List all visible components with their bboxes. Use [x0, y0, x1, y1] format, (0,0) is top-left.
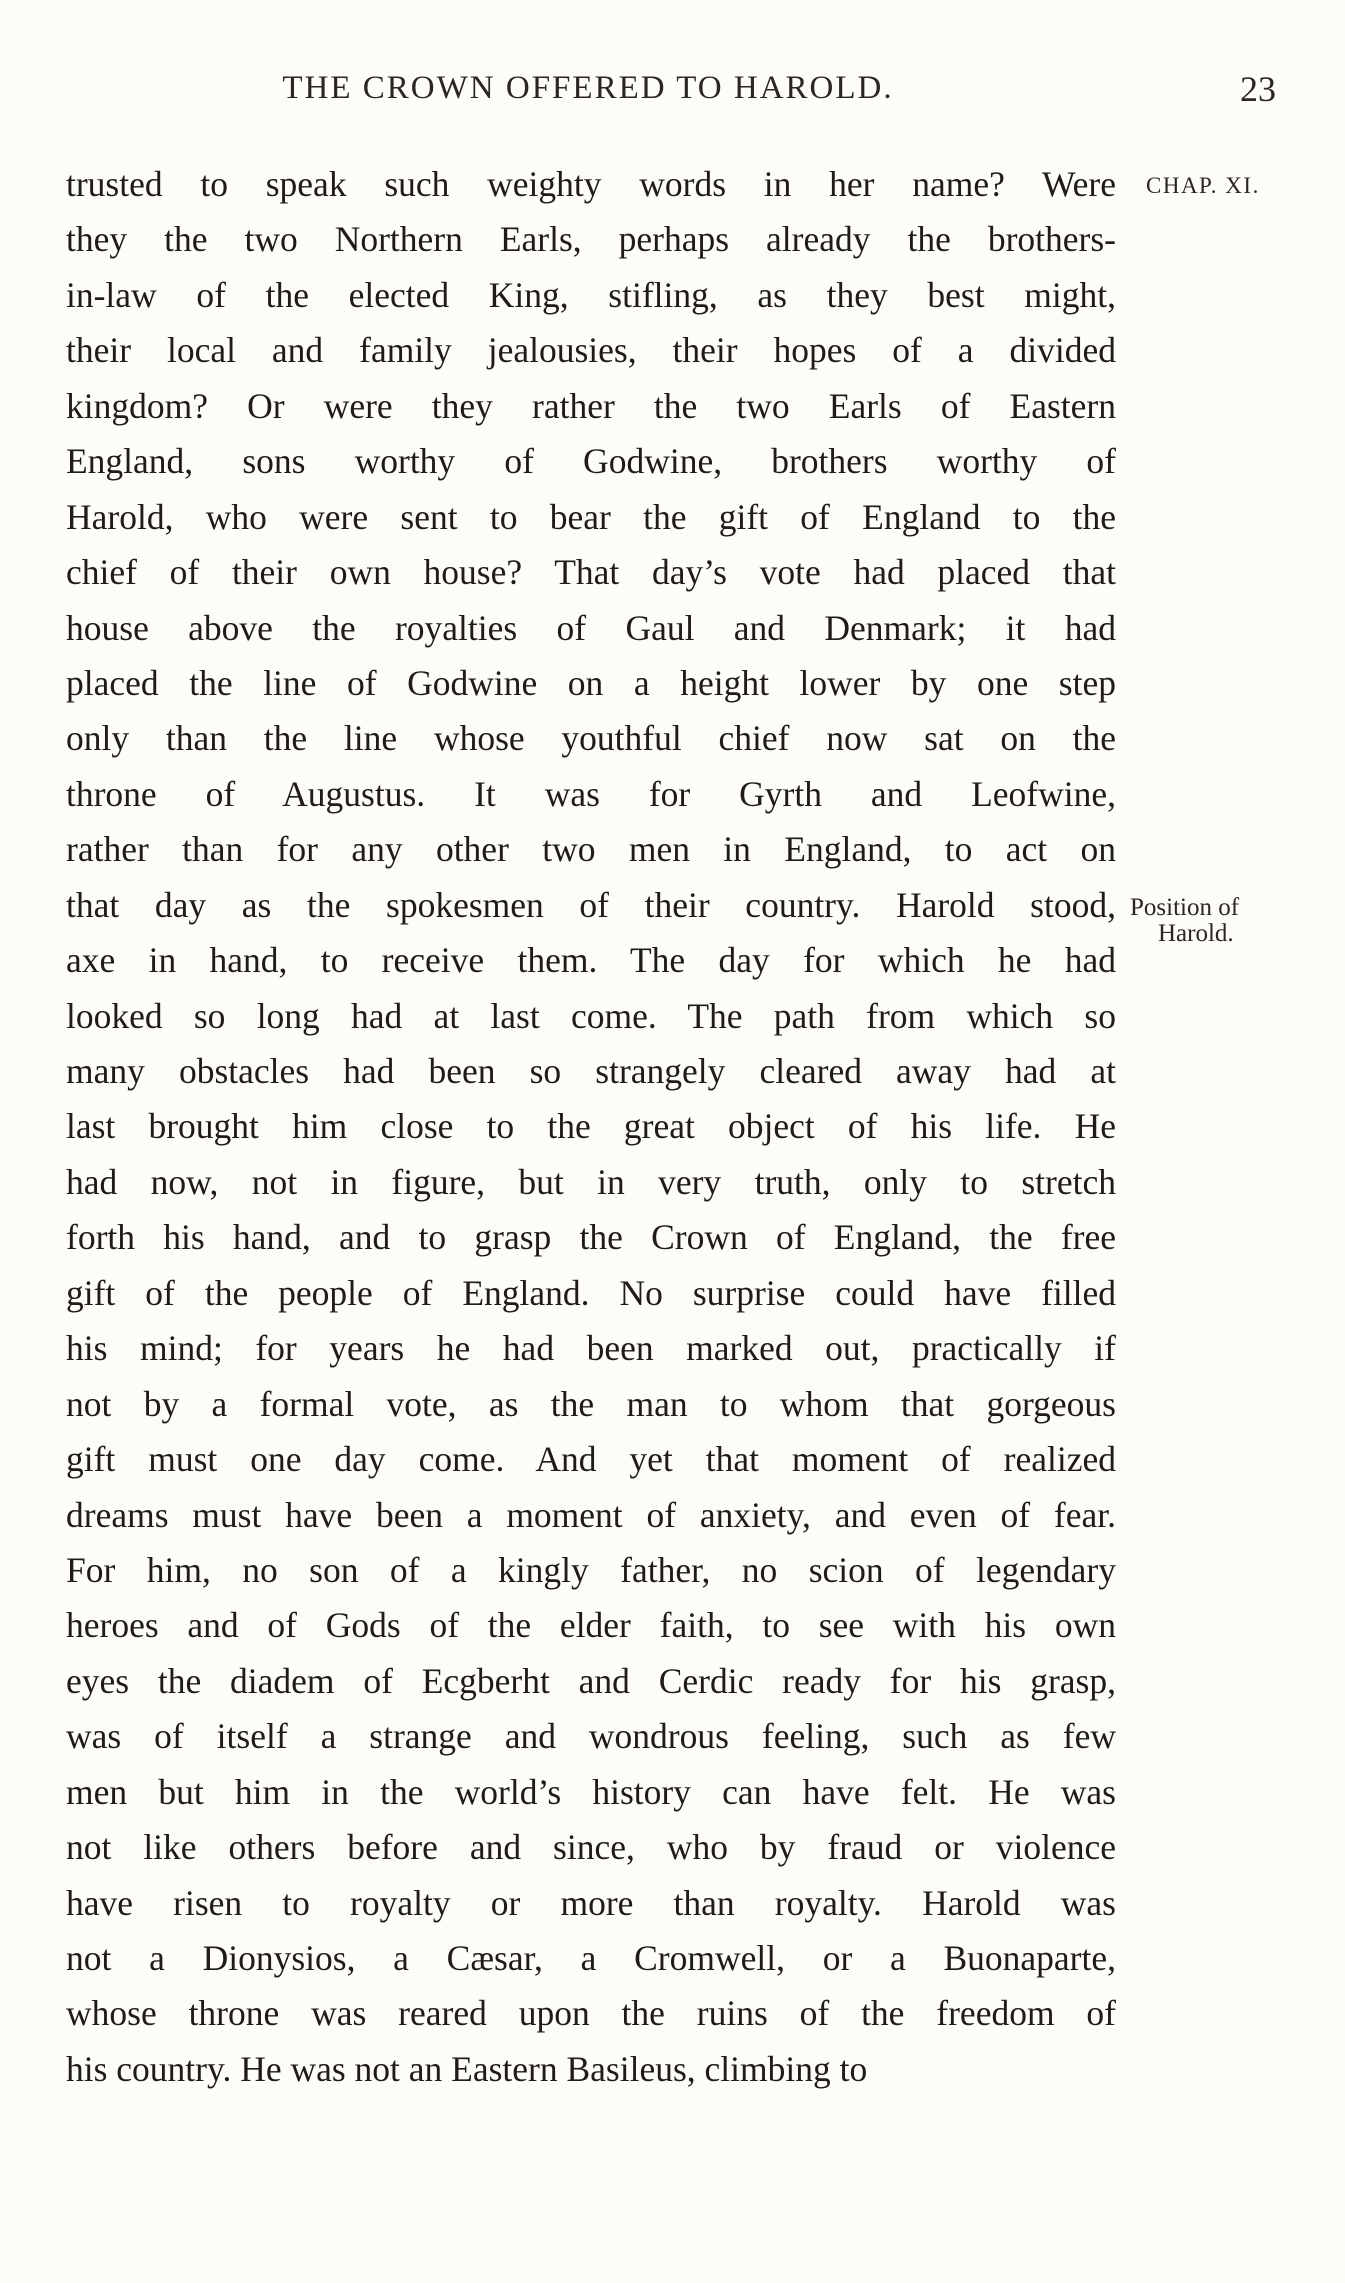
text-line: rather than for any other two men in England, to act on — [66, 829, 1116, 870]
chapter-marker: CHAP. XI. — [1146, 173, 1260, 198]
text-line: placed the line of Godwine on a height lower by one step — [66, 662, 1116, 703]
page-number: 23 — [1240, 69, 1276, 109]
text-line: his mind; for years he had been marked out, practically if — [66, 1328, 1116, 1369]
text-line: many obstacles had been so strangely cleared away had at — [66, 1051, 1116, 1091]
text-line: men but him in the world’s history can have felt. He was — [66, 1771, 1116, 1812]
text-line: was of itself a strange and wondrous feeling, such as few — [66, 1716, 1116, 1757]
text-line: gift of the people of England. No surprise could have filled — [66, 1272, 1116, 1313]
marginal-note-line: Harold. — [1158, 920, 1234, 947]
text-line: heroes and of Gods of the elder faith, to see with his own — [66, 1605, 1116, 1646]
text-line: eyes the diadem of Ecgberht and Cerdic ready for his grasp, — [66, 1660, 1116, 1701]
text-line: that day as the spokesmen of their country. Harold stood, — [66, 884, 1116, 925]
text-line: forth his hand, and to grasp the Crown of England, the free — [66, 1217, 1116, 1258]
marginal-note — [1130, 895, 1290, 947]
text-line: their local and family jealousies, their hopes of a divided — [66, 330, 1116, 371]
text-line: had now, not in figure, but in very truth, only to stretch — [66, 1161, 1116, 1202]
text-line: gift must one day come. And yet that moment of realized — [66, 1439, 1116, 1480]
text-line: last brought him close to the great object of his life. He — [66, 1106, 1116, 1147]
text-line: not like others before and since, who by fraud or violence — [66, 1827, 1116, 1868]
text-line: chief of their own house? That day’s vote had placed that — [66, 552, 1116, 593]
text-line: throne of Augustus. It was for Gyrth and Leofwine, — [66, 773, 1116, 814]
text-line: axe in hand, to receive them. The day for which he had — [66, 940, 1116, 981]
text-line: For him, no son of a kingly father, no scion of legendary — [66, 1549, 1116, 1590]
text-line: house above the royalties of Gaul and Denmark; it had — [66, 607, 1116, 648]
text-line: in-law of the elected King, stifling, as they best might, — [66, 274, 1116, 315]
body-text — [66, 157, 1116, 2097]
text-line: whose throne was reared upon the ruins of the freedom of — [66, 1993, 1116, 2034]
marginal-note-line: Position of — [1130, 894, 1240, 921]
text-line: have risen to royalty or more than royalty. Harold was — [66, 1882, 1116, 1923]
text-line: his country. He was not an Eastern Basileus, climbing to — [66, 2048, 868, 2089]
running-title: THE CROWN OFFERED TO HAROLD. — [282, 70, 894, 106]
text-line: England, sons worthy of Godwine, brothers worthy of — [66, 441, 1116, 482]
text-line: looked so long had at last come. The path from which so — [66, 995, 1116, 1036]
text-line: they the two Northern Earls, perhaps already the brothers- — [66, 219, 1116, 260]
text-line: not by a formal vote, as the man to whom that gorgeous — [66, 1383, 1116, 1424]
text-line: dreams must have been a moment of anxiety, and even of fear. — [66, 1494, 1116, 1535]
text-line: not a Dionysios, a Cæsar, a Cromwell, or a Buonaparte, — [66, 1938, 1116, 1978]
text-line: kingdom? Or were they rather the two Earls of Eastern — [66, 385, 1116, 426]
text-line: only than the line whose youthful chief now sat on the — [66, 718, 1116, 759]
text-line: Harold, who were sent to bear the gift of England to the — [66, 496, 1116, 537]
text-line: trusted to speak such weighty words in her name? Were — [66, 164, 1116, 204]
